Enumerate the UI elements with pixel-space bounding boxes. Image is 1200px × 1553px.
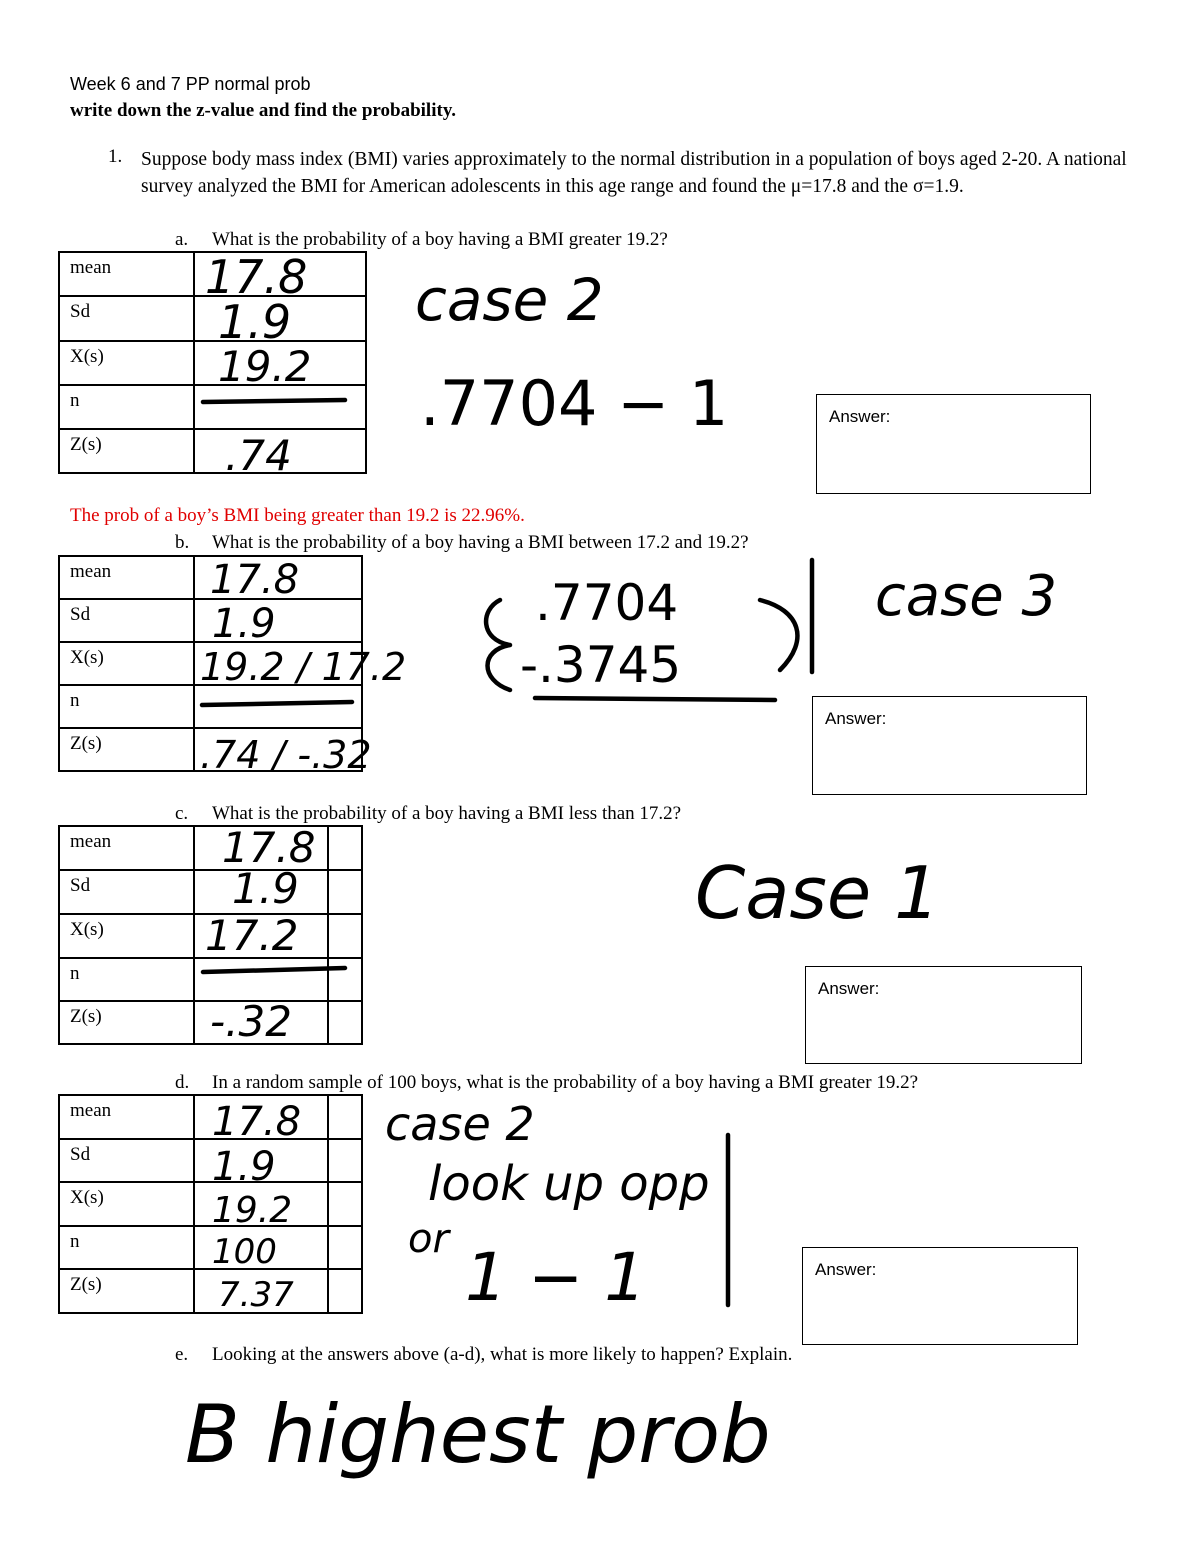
value-cell: [194, 914, 328, 958]
table-row: [59, 1139, 362, 1182]
note-lookup-d: look up opp: [428, 1156, 710, 1212]
answer-box-a[interactable]: [816, 394, 1091, 494]
row-label: X(s): [59, 914, 194, 958]
value-cell: [328, 1095, 362, 1139]
note-answer-e: B highest prob: [185, 1388, 771, 1481]
answer-box-c[interactable]: [805, 966, 1082, 1064]
part-d-question: In a random sample of 100 boys, what is the probability of a boy having a BMI greater 19.2?: [212, 1072, 918, 1093]
row-label: n: [59, 685, 194, 728]
table-row: [59, 914, 362, 958]
right-bracket-b: [760, 600, 797, 670]
value-cell: [328, 1139, 362, 1182]
value-cell: [194, 341, 366, 385]
handwritten-x-c: 17.2: [205, 911, 299, 960]
part-c-table: [58, 825, 363, 1045]
value-cell: [194, 1269, 328, 1313]
value-cell: [194, 1182, 328, 1226]
table-row: [59, 599, 362, 642]
note-case-c: Case 1: [695, 851, 940, 935]
typed-answer-a: The prob of a boy’s BMI being greater than 19.2 is 22.96%.: [70, 505, 525, 526]
instruction-text: write down the z-value and find the probability.: [70, 100, 457, 121]
row-label: Sd: [59, 296, 194, 341]
row-label: mean: [59, 1095, 194, 1139]
part-a-table: [58, 251, 367, 474]
value-cell: [194, 642, 362, 685]
value-cell: [328, 1001, 362, 1044]
value-cell: [328, 1182, 362, 1226]
part-d-label: d.: [175, 1072, 190, 1093]
row-label: X(s): [59, 642, 194, 685]
left-bracket-b: [486, 600, 510, 690]
part-b-question: What is the probability of a boy having a BMI between 17.2 and 19.2?: [212, 532, 749, 553]
row-label: Sd: [59, 599, 194, 642]
table-row: [59, 296, 366, 341]
value-cell: [194, 1001, 328, 1044]
handwritten-x-a: 19.2: [218, 342, 312, 391]
table-row: [59, 826, 362, 870]
handwritten-n-d: 100: [212, 1232, 277, 1272]
table-row: [59, 1269, 362, 1313]
row-label: n: [59, 1226, 194, 1269]
note-calc-d: 1 − 1: [465, 1239, 647, 1316]
row-label: n: [59, 385, 194, 429]
value-cell: [194, 296, 366, 341]
table-row: [59, 1226, 362, 1269]
row-label: Sd: [59, 1139, 194, 1182]
handwritten-sd-a: 1.9: [218, 295, 292, 349]
part-a-question: What is the probability of a boy having a BMI greater 19.2?: [212, 229, 668, 250]
value-cell: [194, 826, 328, 870]
table-row: [59, 685, 362, 728]
row-label: Z(s): [59, 728, 194, 771]
value-cell: [194, 1095, 328, 1139]
answer-label: Answer:: [825, 709, 887, 728]
table-row: [59, 1182, 362, 1226]
handwritten-z-b: .74 / -.32: [200, 733, 372, 777]
table-row: [59, 429, 366, 473]
value-cell: [328, 870, 362, 914]
table-row: [59, 252, 366, 296]
part-d-table: [58, 1094, 363, 1314]
handwritten-z-c: -.32: [210, 997, 292, 1046]
answer-label: Answer:: [829, 407, 891, 426]
value-cell: [194, 1226, 328, 1269]
note-value-1-b: .7704: [535, 574, 679, 632]
row-label: mean: [59, 556, 194, 599]
handwritten-sd-b: 1.9: [212, 601, 276, 647]
value-cell: [328, 914, 362, 958]
handwritten-mean-c: 17.8: [222, 823, 316, 872]
row-label: Z(s): [59, 429, 194, 473]
value-cell: [194, 958, 328, 1001]
handwritten-sd-c: 1.9: [232, 864, 299, 913]
handwritten-mean-b: 17.8: [210, 557, 300, 603]
note-case-d: case 2: [385, 1097, 535, 1151]
value-cell: [194, 1139, 328, 1182]
part-c-label: c.: [175, 803, 189, 824]
value-cell: [194, 599, 362, 642]
value-cell: [194, 870, 328, 914]
row-label: X(s): [59, 1182, 194, 1226]
answer-box-d[interactable]: [802, 1247, 1078, 1345]
value-cell: [328, 1226, 362, 1269]
note-case-a: case 2: [415, 266, 604, 334]
handwritten-x-b: 19.2 / 17.2: [200, 645, 407, 689]
handwritten-x-d: 19.2: [212, 1190, 293, 1231]
value-cell: [194, 252, 366, 296]
table-row: [59, 1001, 362, 1044]
value-cell: [194, 728, 362, 771]
row-label: X(s): [59, 341, 194, 385]
note-value-2-b: -.3745: [520, 636, 682, 694]
handwritten-z-d: 7.37: [218, 1275, 294, 1315]
table-row: [59, 642, 362, 685]
answer-box-b[interactable]: [812, 696, 1087, 795]
document-title: Week 6 and 7 PP normal prob: [70, 74, 311, 94]
handwritten-sd-d: 1.9: [212, 1144, 276, 1190]
row-label: Z(s): [59, 1269, 194, 1313]
note-calc-a: .7704 − 1: [420, 367, 729, 440]
part-b-label: b.: [175, 532, 190, 553]
handwritten-mean-d: 17.8: [212, 1099, 302, 1145]
table-row: [59, 1095, 362, 1139]
value-cell: [328, 826, 362, 870]
table-row: [59, 728, 362, 771]
row-label: mean: [59, 252, 194, 296]
part-c-question: What is the probability of a boy having a BMI less than 17.2?: [212, 803, 682, 824]
value-cell: [328, 958, 362, 1001]
table-row: [59, 870, 362, 914]
question-number: 1.: [108, 146, 123, 167]
part-b-table: [58, 555, 363, 772]
handwritten-z-a: .74: [225, 431, 292, 480]
table-row: [59, 556, 362, 599]
table-row: [59, 385, 366, 429]
table-row: [59, 341, 366, 385]
answer-label: Answer:: [815, 1260, 877, 1279]
question-text: Suppose body mass index (BMI) varies approximately to the normal distribution in a population of boys aged 2-20. A national survey analyzed the BMI for American adolescents in this age range and found the μ=17.8 and the σ=1.9.: [141, 149, 1127, 197]
row-label: Z(s): [59, 1001, 194, 1044]
handwritten-mean-a: 17.8: [205, 250, 308, 304]
underline-b: [535, 698, 775, 700]
part-a-label: a.: [175, 229, 189, 250]
value-cell: [194, 556, 362, 599]
value-cell: [194, 429, 366, 473]
answer-label: Answer:: [818, 979, 880, 998]
note-case-b: case 3: [875, 564, 1058, 629]
note-or-d: or: [408, 1216, 449, 1262]
value-cell: [194, 385, 366, 429]
value-cell: [194, 685, 362, 728]
part-e-question: Looking at the answers above (a-d), what is more likely to happen? Explain.: [212, 1344, 793, 1365]
row-label: n: [59, 958, 194, 1001]
value-cell: [328, 1269, 362, 1313]
row-label: mean: [59, 826, 194, 870]
row-label: Sd: [59, 870, 194, 914]
table-row: [59, 958, 362, 1001]
part-e-label: e.: [175, 1344, 189, 1365]
